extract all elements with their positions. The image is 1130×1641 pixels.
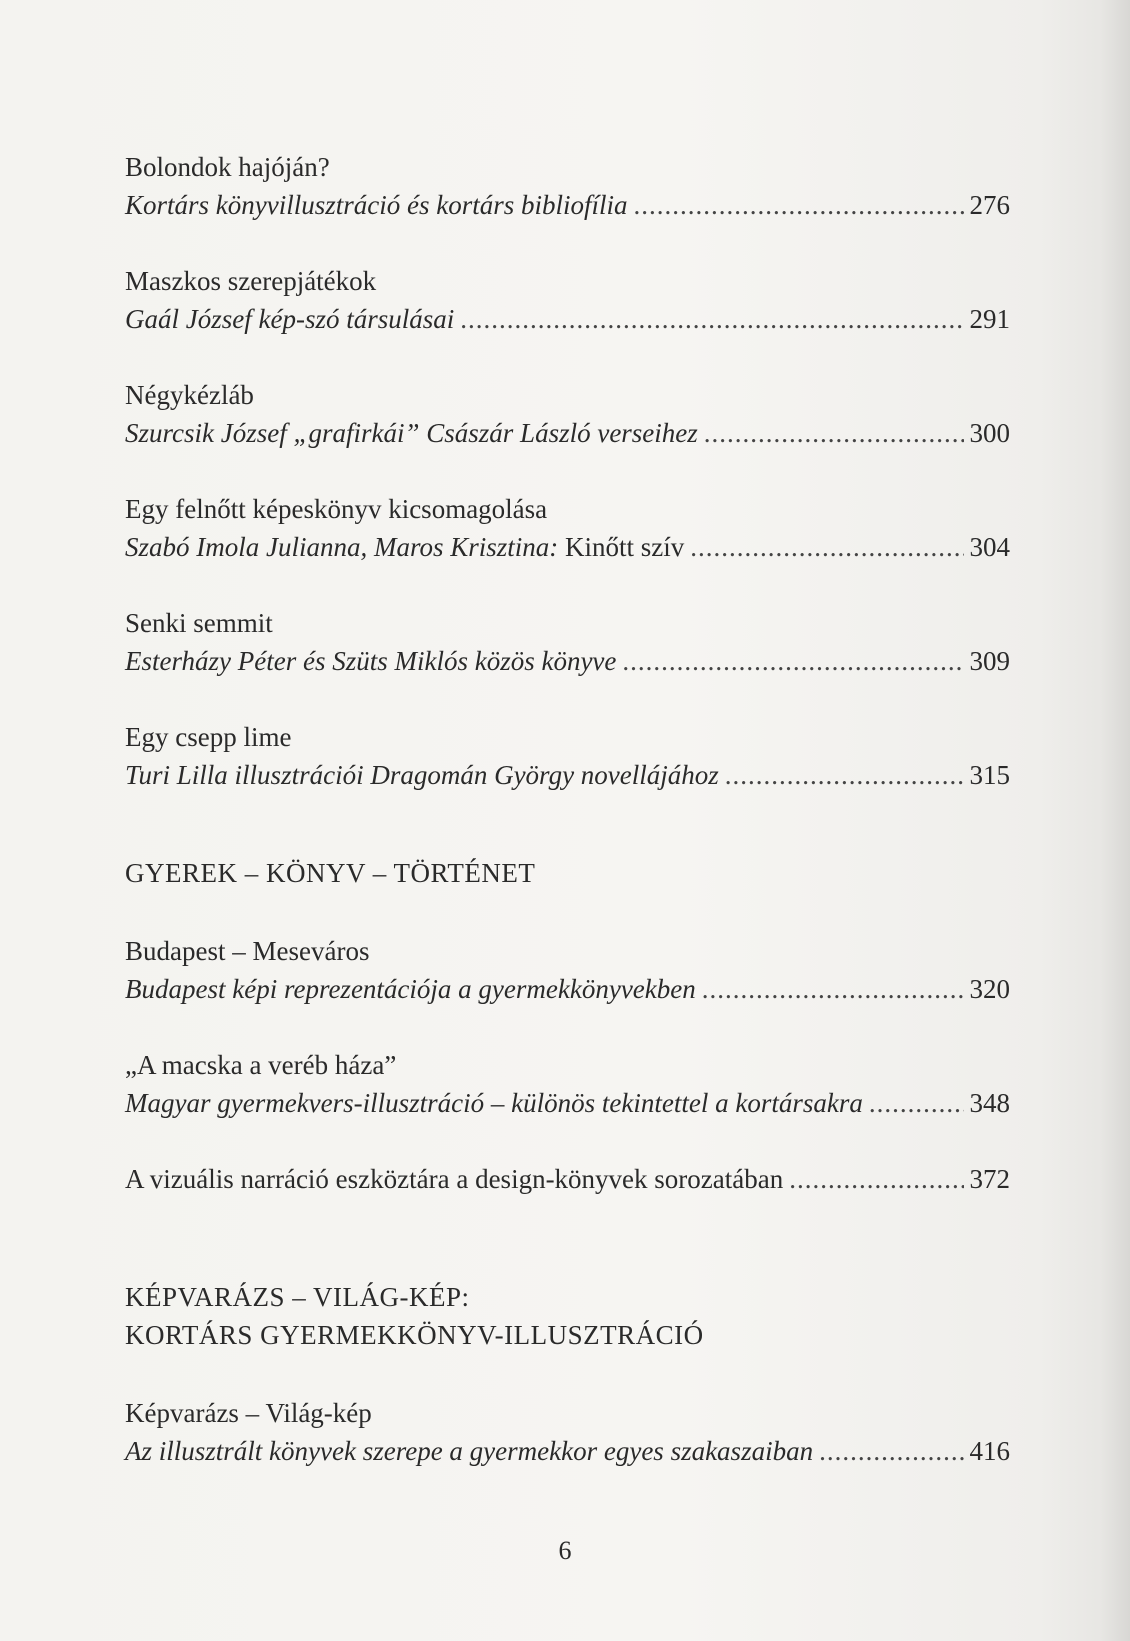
- section-heading: [125, 854, 1010, 892]
- entry-subtitle-line: [125, 528, 1010, 566]
- entry-subtitle-line: [125, 1084, 1010, 1122]
- entry-subtitle-book-title: Kinőtt szív: [565, 532, 685, 562]
- entry-title: A vizuális narráció eszköztára a design-könyvek sorozatában: [125, 1164, 784, 1194]
- page-number: 304: [969, 532, 1010, 562]
- page-number: 416: [969, 1436, 1010, 1466]
- toc-entry: [125, 1046, 1010, 1122]
- entry-title: Négykézláb: [125, 380, 254, 410]
- entry-subtitle-line: [125, 414, 1010, 452]
- page-number: 315: [969, 760, 1010, 790]
- section-heading-line: KORTÁRS GYERMEKKÖNYV-ILLUSZTRÁCIÓ: [125, 1320, 704, 1350]
- leader-dots: [789, 1160, 963, 1198]
- page-folio-number: 6: [558, 1536, 572, 1565]
- entry-title: Egy felnőtt képeskönyv kicsomagolása: [125, 494, 548, 524]
- leader-dots: [634, 186, 964, 224]
- page-number: 309: [969, 646, 1010, 676]
- page-number: 291: [969, 304, 1010, 334]
- page-gutter-shadow: [1100, 0, 1130, 1641]
- leader-dots: [869, 1084, 964, 1122]
- leader-dots: [819, 1432, 963, 1470]
- entry-subtitle: Az illusztrált könyvek szerepe a gyermekkor egyes szakaszaiban: [125, 1436, 814, 1466]
- entry-title: Maszkos szerepjátékok: [125, 266, 377, 296]
- leader-dots: [702, 970, 964, 1008]
- entry-subtitle-italic: Szabó Imola Julianna, Maros Krisztina:: [125, 532, 559, 562]
- toc-entry: [125, 1160, 1010, 1198]
- page-number: 348: [969, 1088, 1010, 1118]
- toc-entry: [125, 262, 1010, 338]
- entry-title: Senki semmit: [125, 608, 273, 638]
- entry-title: Budapest – Meseváros: [125, 936, 370, 966]
- entry-subtitle-line: [125, 642, 1010, 680]
- leader-dots: [704, 414, 964, 452]
- entry-subtitle: Budapest képi reprezentációja a gyermekkönyvekben: [125, 974, 696, 1004]
- entry-title: „A macska a veréb háza”: [125, 1050, 397, 1080]
- section-heading-line: KÉPVARÁZS – VILÁG-KÉP:: [125, 1282, 470, 1312]
- leader-dots: [725, 756, 964, 794]
- entry-subtitle: Szurcsik József „grafirkái” Császár László verseihez: [125, 418, 698, 448]
- entry-subtitle: Gaál József kép-szó társulásai: [125, 304, 455, 334]
- leader-dots: [622, 642, 963, 680]
- section-heading: [125, 1278, 1010, 1354]
- toc-entry: [125, 932, 1010, 1008]
- toc-entry: [125, 1394, 1010, 1470]
- entry-subtitle-line: [125, 300, 1010, 338]
- entry-subtitle: Esterházy Péter és Szüts Miklós közös könyve: [125, 646, 617, 676]
- page-number: 320: [969, 974, 1010, 1004]
- entry-subtitle-line: [125, 186, 1010, 224]
- page-number: 300: [969, 418, 1010, 448]
- entry-title: Egy csepp lime: [125, 722, 292, 752]
- page-number: 372: [969, 1164, 1010, 1194]
- entry-subtitle-line: [125, 970, 1010, 1008]
- entry-subtitle: Magyar gyermekvers-illusztráció – különös tekintettel a kortársakra: [125, 1088, 863, 1118]
- table-of-contents: [125, 148, 1010, 1508]
- toc-entry: [125, 376, 1010, 452]
- entry-subtitle: Turi Lilla illusztrációi Dragomán György novellájához: [125, 760, 719, 790]
- entry-subtitle-line: [125, 756, 1010, 794]
- entry-subtitle: [125, 528, 684, 566]
- entry-title: Bolondok hajóján?: [125, 152, 330, 182]
- entry-single-line: [125, 1160, 1010, 1198]
- page-number: 276: [969, 190, 1010, 220]
- leader-dots: [460, 300, 963, 338]
- toc-entry: [125, 148, 1010, 224]
- toc-entry: [125, 604, 1010, 680]
- entry-subtitle: Kortárs könyvillusztráció és kortárs bibliofília: [125, 190, 628, 220]
- leader-dots: [690, 528, 963, 566]
- section-heading-line: GYEREK – KÖNYV – TÖRTÉNET: [125, 858, 536, 888]
- toc-entry: [125, 490, 1010, 566]
- entry-title: Képvarázs – Világ-kép: [125, 1398, 372, 1428]
- toc-entry: [125, 718, 1010, 794]
- entry-subtitle-line: [125, 1432, 1010, 1470]
